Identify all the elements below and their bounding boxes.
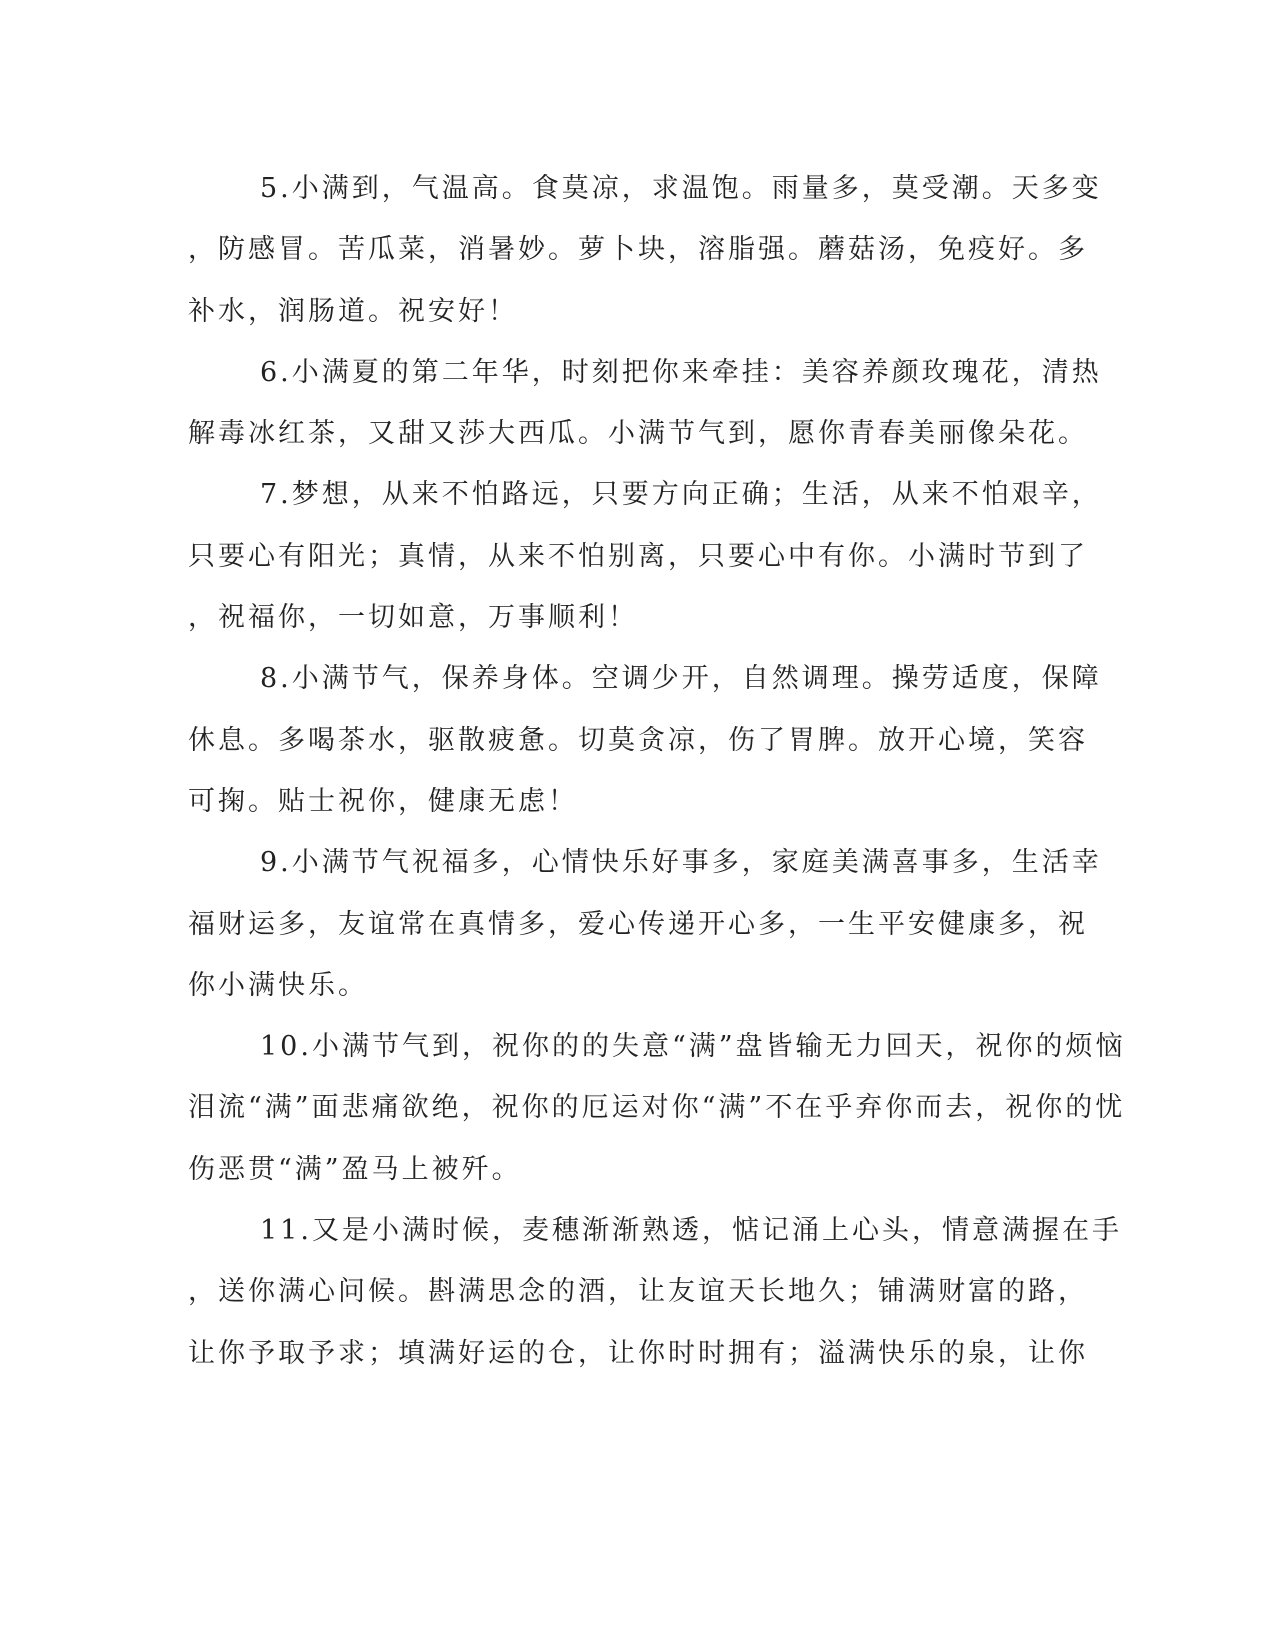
paragraph-line: 7.梦想，从来不怕路远，只要方向正确；生活，从来不怕艰辛，: [260, 479, 1102, 511]
paragraph-line: 9.小满节气祝福多，心情快乐好事多，家庭美满喜事多，生活幸: [260, 847, 1102, 879]
paragraph-line: 补水，润肠道。祝安好！: [188, 295, 518, 327]
paragraph-6: [188, 342, 1102, 465]
paragraph-10: [188, 1016, 1126, 1200]
paragraph-line: 福财运多，友谊常在真情多，爱心传递开心多，一生平安健康多，祝: [188, 908, 1088, 940]
paragraph-line: 伤恶贯“满”盈马上被歼。: [188, 1153, 522, 1185]
paragraph-line: 休息。多喝茶水，驱散疲惫。切莫贪凉，伤了胃脾。放开心境，笑容: [188, 724, 1088, 756]
paragraph-line: 泪流“满”面悲痛欲绝，祝你的厄运对你“满”不在乎弃你而去，祝你的忧: [188, 1092, 1126, 1124]
paragraph-line: ，防感冒。苦瓜菜，消暑妙。萝卜块，溶脂强。蘑菇汤，免疫好。多: [188, 234, 1088, 266]
paragraph-line: 5.小满到，气温高。食莫凉，求温饱。雨量多，莫受潮。天多变: [260, 173, 1102, 204]
paragraph-8: [188, 648, 1102, 832]
paragraph-7: [188, 464, 1102, 648]
paragraph-9: [188, 832, 1102, 1016]
paragraph-line: 6.小满夏的第二年华，时刻把你来牵挂：美容养颜玫瑰花，清热: [260, 356, 1102, 388]
paragraph-5: [188, 158, 1102, 342]
document-body: [188, 158, 1126, 1384]
paragraph-line: 解毒冰红茶，又甜又莎大西瓜。小满节气到，愿你青春美丽像朵花。: [188, 418, 1088, 450]
paragraph-line: 让你予取予求；填满好运的仓，让你时时拥有；溢满快乐的泉，让你: [188, 1337, 1088, 1369]
paragraph-line: 11.又是小满时候，麦穗渐渐熟透，惦记涌上心头，情意满握在手: [260, 1215, 1122, 1247]
paragraph-line: 可掬。贴士祝你，健康无虑！: [188, 785, 578, 817]
paragraph-line: 只要心有阳光；真情，从来不怕别离，只要心中有你。小满时节到了: [188, 540, 1088, 572]
paragraph-line: 8.小满节气，保养身体。空调少开，自然调理。操劳适度，保障: [260, 663, 1102, 695]
paragraph-11: [188, 1200, 1122, 1384]
paragraph-line: ，送你满心问候。斟满思念的酒，让友谊天长地久；铺满财富的路，: [188, 1276, 1088, 1308]
paragraph-line: 10.小满节气到，祝你的的失意“满”盘皆输无力回天，祝你的烦恼: [260, 1031, 1126, 1063]
paragraph-line: ，祝福你，一切如意，万事顺利！: [188, 602, 638, 634]
paragraph-line: 你小满快乐。: [188, 969, 368, 1001]
